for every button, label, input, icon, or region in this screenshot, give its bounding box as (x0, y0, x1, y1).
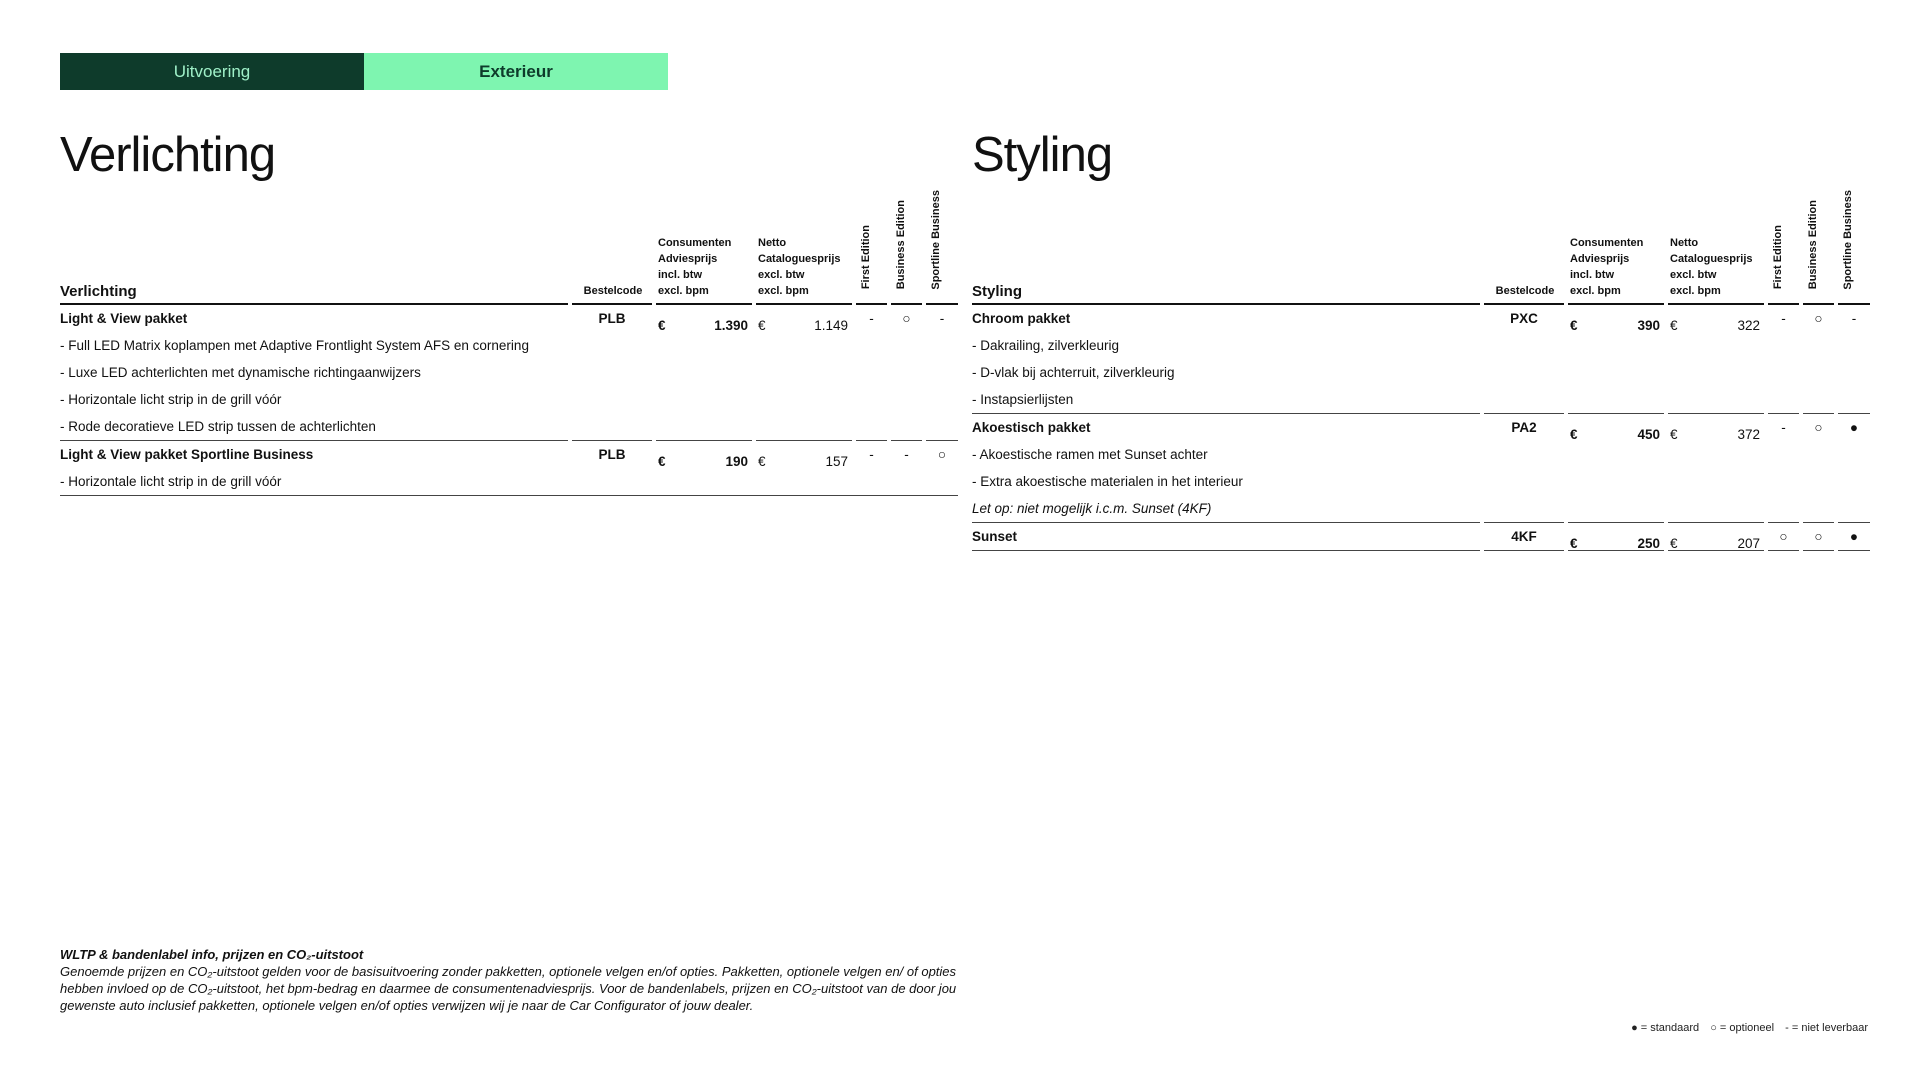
price-value: 390 (1637, 318, 1660, 334)
legend (1623, 1022, 1868, 1034)
option-code: PLB (598, 310, 626, 326)
availability-first-edition: - (1768, 413, 1799, 441)
table-body (60, 305, 958, 496)
price-value: 250 (1637, 536, 1660, 552)
option-note: Let op: niet mogelijk i.c.m. Sunset (4KF) (972, 500, 1212, 516)
availability-sportline-business: ● (1838, 413, 1870, 441)
availability-sportline-business: - (939, 310, 945, 326)
section-title: Verlichting (60, 128, 276, 182)
option-description: - Horizontale licht strip in de grill vóór (60, 391, 282, 407)
description-row (972, 468, 1870, 495)
table-row (60, 440, 958, 468)
tab-exterieur[interactable]: Exterieur (364, 53, 668, 90)
availability-business-edition: ○ (1803, 413, 1834, 441)
header-sportline-business: Sportline Business (1842, 190, 1854, 290)
option-code: PXC (1510, 310, 1538, 326)
section-styling (972, 120, 1874, 551)
option-description: - Extra akoestische materialen in het interieur (972, 473, 1243, 489)
currency: € (1670, 536, 1678, 552)
option-description: - Full LED Matrix koplampen met Adaptive Frontlight System AFS en cornering (60, 337, 529, 353)
options-table (56, 190, 962, 496)
option-description: - Dakrailing, zilverkleurig (972, 337, 1120, 353)
price-value: 190 (725, 454, 748, 470)
footnote (60, 946, 960, 1014)
currency: € (1570, 427, 1578, 443)
tab-bar (60, 53, 668, 90)
table-body (972, 305, 1870, 551)
table-row (972, 305, 1870, 332)
header-consumenten: Consumenten Adviesprijs incl. btw excl. bpm (658, 236, 732, 297)
option-description: - D-vlak bij achterruit, zilverkleurig (972, 364, 1175, 380)
header-business-edition: Business Edition (1807, 200, 1819, 290)
net-price (1668, 413, 1764, 441)
table-row (972, 522, 1870, 551)
net-price (756, 440, 852, 468)
table-subtitle: Verlichting (60, 282, 137, 300)
consumer-price (1568, 413, 1664, 441)
option-code: PA2 (1484, 413, 1564, 441)
currency: € (758, 454, 766, 470)
legend-optioneel: ○ = optioneel (1710, 1022, 1775, 1034)
price-value: 322 (1737, 318, 1760, 334)
table-row (972, 413, 1870, 441)
section-verlichting (60, 120, 962, 496)
note-row (972, 495, 1870, 522)
table-row (60, 305, 958, 332)
header-business-edition: Business Edition (895, 200, 907, 290)
header-first-edition: First Edition (860, 225, 872, 290)
net-price (1668, 522, 1764, 551)
consumer-price (656, 440, 752, 468)
option-name: Akoestisch pakket (972, 413, 1480, 441)
legend-niet-leverbaar: - = niet leverbaar (1785, 1022, 1868, 1034)
availability-first-edition: - (856, 440, 887, 468)
header-sportline-business: Sportline Business (930, 190, 942, 290)
header-bestelcode: Bestelcode (583, 284, 643, 297)
options-table (968, 190, 1874, 551)
price-value: 207 (1737, 536, 1760, 552)
price-value: 1.149 (814, 318, 848, 334)
option-description: - Rode decoratieve LED strip tussen de achterlichten (60, 418, 376, 434)
table-subtitle: Styling (972, 282, 1023, 300)
description-row (972, 441, 1870, 468)
description-row (60, 468, 958, 496)
availability-business-edition: ○ (902, 310, 911, 326)
availability-first-edition: - (1781, 310, 1786, 326)
currency: € (1670, 427, 1678, 443)
option-name: Sunset (972, 522, 1480, 551)
price-value: 157 (825, 454, 848, 470)
option-name: Chroom pakket (972, 310, 1071, 326)
availability-first-edition: ○ (1768, 522, 1799, 551)
availability-business-edition: - (891, 440, 922, 468)
price-value: 372 (1737, 427, 1760, 443)
tab-uitvoering[interactable]: Uitvoering (60, 53, 364, 90)
header-first-edition: First Edition (1772, 225, 1784, 290)
header-netto: Netto Cataloguesprijs excl. btw excl. bpm (1670, 236, 1753, 297)
currency: € (658, 454, 666, 470)
header-netto: Netto Cataloguesprijs excl. btw excl. bpm (758, 236, 841, 297)
consumer-price (1568, 305, 1664, 332)
option-description: - Akoestische ramen met Sunset achter (972, 446, 1208, 462)
footnote-body: Genoemde prijzen en CO₂-uitstoot gelden voor de basisuitvoering zonder pakketten, optionele velgen en/of opties. Pakketten, optionele velgen en/ of opties hebben invloed op de CO₂-uitstoot, het bpm-bedrag en daarmee de consumentenadviesprijs. Voor de bandenlabels, prijzen en CO₂-uitstoot van de door jou gewenste auto inclusief pakketten, optionele velgen en/of opties verwijzen wij je naar de Car Configurator of jouw dealer. (60, 964, 957, 1013)
header-consumenten: Consumenten Adviesprijs incl. btw excl. bpm (1570, 236, 1644, 297)
availability-sportline-business: - (1851, 310, 1857, 326)
description-row (60, 413, 958, 440)
currency: € (658, 318, 666, 334)
consumer-price (1568, 522, 1664, 551)
description-row (972, 386, 1870, 413)
availability-business-edition: ○ (1803, 522, 1834, 551)
currency: € (758, 318, 766, 334)
footnote-title: WLTP & bandenlabel info, prijzen en CO₂-uitstoot (60, 947, 364, 962)
option-description: - Horizontale licht strip in de grill vóór (60, 468, 958, 496)
option-description: - Instapsierlijsten (972, 391, 1074, 407)
price-value: 450 (1637, 427, 1660, 443)
description-row (60, 332, 958, 359)
net-price (756, 305, 852, 332)
currency: € (1670, 318, 1678, 334)
option-description: - Luxe LED achterlichten met dynamische richtingaanwijzers (60, 364, 421, 380)
description-row (972, 359, 1870, 386)
availability-sportline-business: ● (1838, 522, 1870, 551)
currency: € (1570, 536, 1578, 552)
option-code: 4KF (1484, 522, 1564, 551)
header-bestelcode: Bestelcode (1495, 284, 1555, 297)
option-name: Light & View pakket Sportline Business (60, 440, 568, 468)
price-value: 1.390 (714, 318, 748, 334)
option-code: PLB (572, 440, 652, 468)
consumer-price (656, 305, 752, 332)
legend-standaard: ● = standaard (1631, 1022, 1700, 1034)
availability-first-edition: - (869, 310, 874, 326)
currency: € (1570, 318, 1578, 334)
availability-business-edition: ○ (1814, 310, 1823, 326)
section-title: Styling (972, 128, 1113, 182)
description-row (60, 359, 958, 386)
description-row (60, 386, 958, 413)
description-row (972, 332, 1870, 359)
availability-sportline-business: ○ (926, 440, 958, 468)
net-price (1668, 305, 1764, 332)
option-name: Light & View pakket (60, 310, 188, 326)
